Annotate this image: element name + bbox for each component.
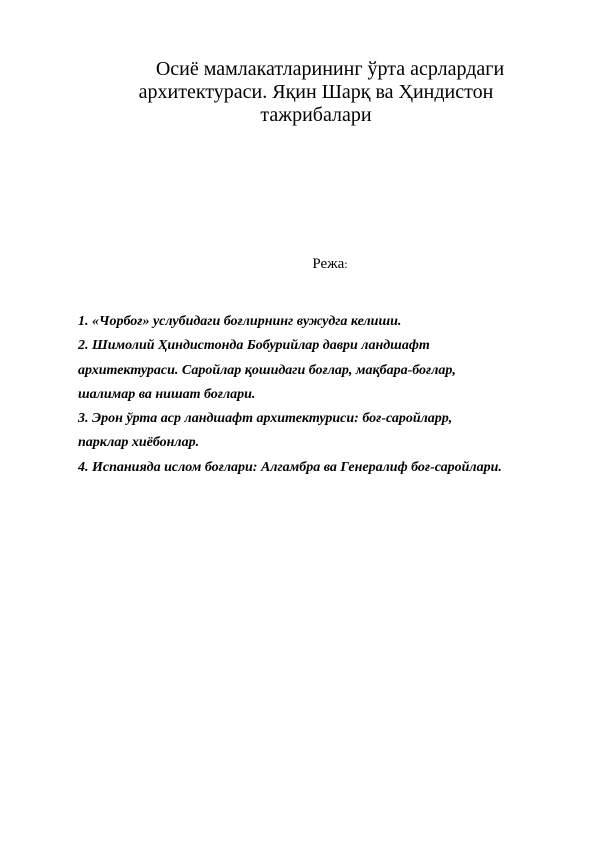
plan-item-continuation: шалимар ва нишат боғлари. <box>78 386 256 402</box>
plan-item-continuation: архитектураси. Саройлар қошидаги боғлар, мақбара-боғлар, <box>78 362 456 378</box>
plan-heading-text: Режа <box>312 256 345 272</box>
plan-item: 4. Испанияда ислом боғлари: Алгамбра ва Генералиф боғ-саройлари. <box>78 459 502 475</box>
title-line: архитектураси. Яқин Шарқ ва Ҳиндистон <box>138 81 494 103</box>
plan-item: 2. Шимолий Ҳиндистонда Бобурийлар даври ландшафт <box>78 338 430 354</box>
plan-list <box>78 310 578 480</box>
plan-item: 3. Эрон ўрта аср ландшафт архитектуриси: боғ-саройларр, <box>78 411 453 427</box>
title-line: Осиё мамлакатларининг ўрта асрлардаги <box>155 58 505 80</box>
plan-item: 1. «Чорбоғ» услубидаги боғлирнинг вужудга келиши. <box>78 314 402 329</box>
document-title <box>90 58 542 127</box>
plan-heading <box>0 255 596 273</box>
plan-item-continuation: парклар хиёбонлар. <box>78 435 200 451</box>
title-line: тажрибалари <box>260 104 372 126</box>
plan-heading-colon: : <box>344 257 348 271</box>
